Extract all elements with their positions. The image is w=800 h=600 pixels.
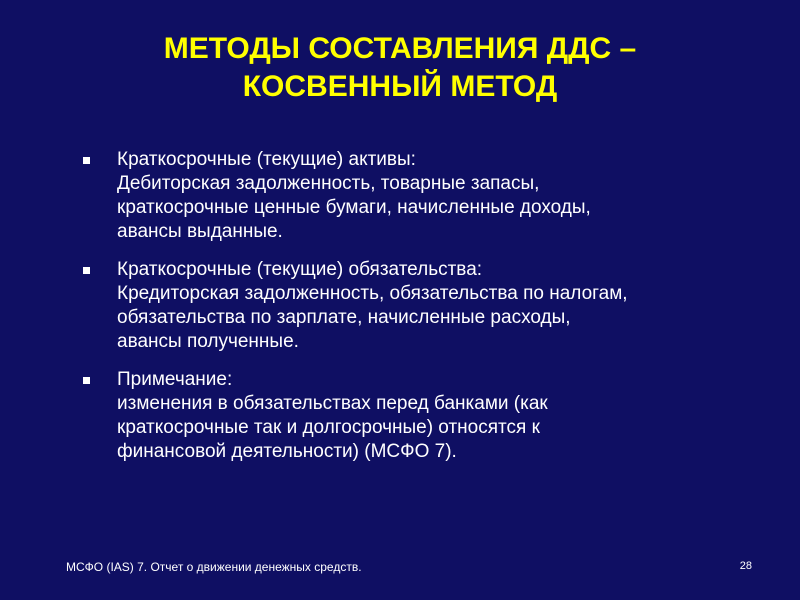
title-line: МЕТОДЫ СОСТАВЛЕНИЯ ДДС – bbox=[163, 32, 637, 65]
square-bullet-icon bbox=[83, 157, 90, 164]
square-bullet-icon bbox=[83, 377, 90, 384]
square-bullet-icon bbox=[83, 267, 90, 274]
bullet-item-note bbox=[80, 368, 770, 464]
title-line: КОСВЕННЫЙ МЕТОД bbox=[242, 70, 558, 103]
bullet-list bbox=[80, 148, 770, 478]
bullet-text-line: краткосрочные ценные бумаги, начисленные доходы, bbox=[117, 197, 591, 218]
bullet-item-current-assets bbox=[80, 148, 770, 244]
bullet-text-line: обязательства по зарплате, начисленные расходы, bbox=[117, 307, 571, 328]
bullet-heading: Краткосрочные (текущие) обязательства: bbox=[117, 259, 483, 280]
bullet-item-current-liabilities bbox=[80, 258, 770, 354]
slide-number: 28 bbox=[739, 560, 752, 572]
bullet-text-line: Кредиторская задолженность, обязательства по налогам, bbox=[117, 283, 628, 304]
slide-title bbox=[40, 30, 760, 106]
bullet-text-line: авансы выданные. bbox=[117, 221, 283, 242]
bullet-text-line: краткосрочные так и долгосрочные) относятся к bbox=[117, 417, 540, 438]
bullet-text-line: финансовой деятельности) (МСФО 7). bbox=[117, 441, 457, 462]
bullet-text-line: Дебиторская задолженность, товарные запасы, bbox=[117, 173, 540, 194]
bullet-text-line: авансы полученные. bbox=[117, 331, 299, 352]
bullet-text-line: изменения в обязательствах перед банками (как bbox=[117, 393, 548, 414]
bullet-heading: Примечание: bbox=[117, 369, 233, 390]
bullet-heading: Краткосрочные (текущие) активы: bbox=[117, 149, 416, 170]
footer-caption: МСФО (IAS) 7. Отчет о движении денежных средств. bbox=[66, 560, 362, 574]
